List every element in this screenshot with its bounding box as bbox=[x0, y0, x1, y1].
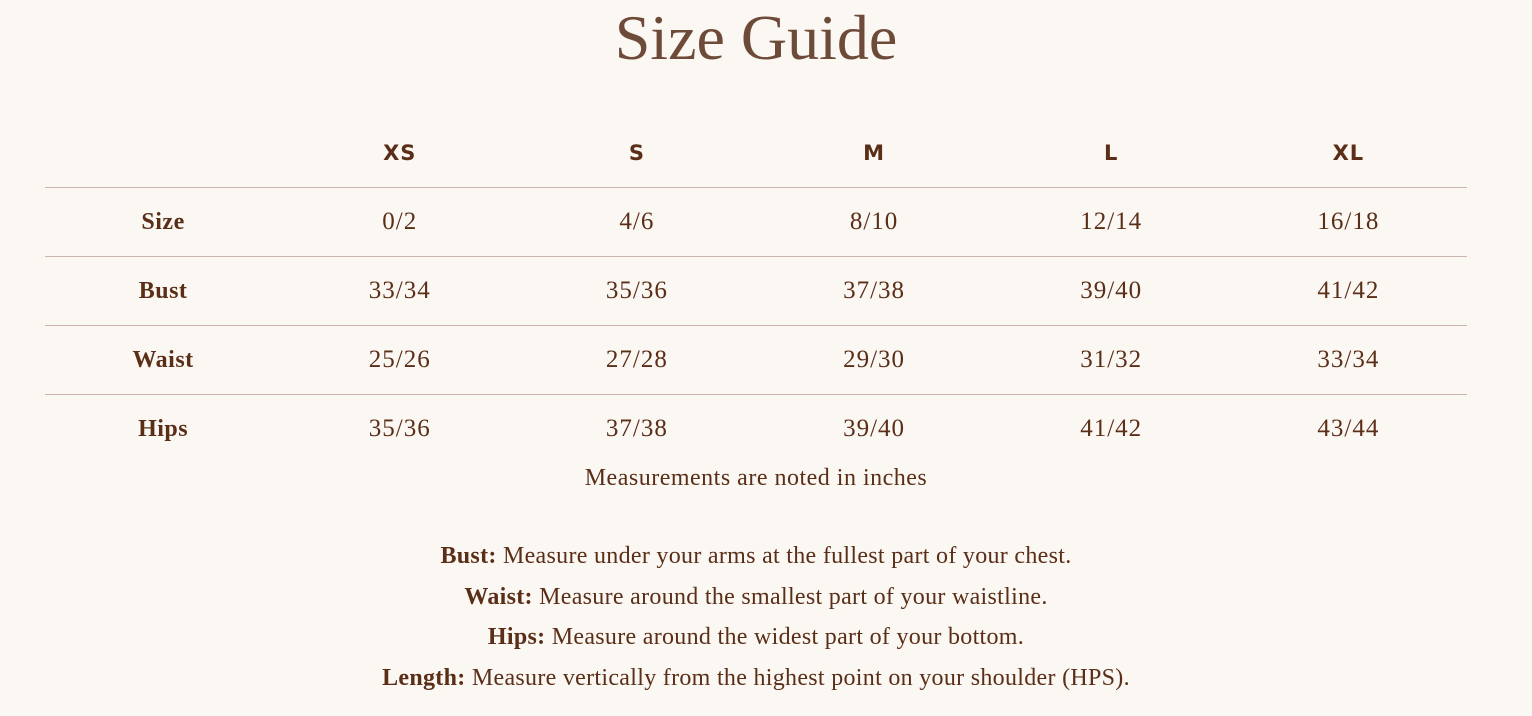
table-cell: 35/36 bbox=[368, 415, 431, 442]
guide-text: Measure around the widest part of your bottom. bbox=[545, 624, 1025, 650]
table-cell: 27/28 bbox=[518, 326, 755, 395]
column-header-xs: XS bbox=[281, 118, 518, 188]
table-cell: 16/18 bbox=[1230, 188, 1467, 257]
column-header-m: M bbox=[755, 118, 992, 188]
guide-term: Hips: bbox=[487, 624, 546, 650]
row-label: Size bbox=[45, 188, 281, 257]
row-label: Bust bbox=[45, 257, 281, 326]
table-cell: 39/40 bbox=[843, 415, 906, 442]
table-row-waist bbox=[45, 326, 1467, 395]
table-cell: 37/38 bbox=[605, 415, 668, 442]
guide-term: Length: bbox=[382, 664, 466, 691]
table-cell: 37/38 bbox=[755, 257, 992, 326]
units-note: Measurements are noted in inches bbox=[584, 465, 928, 491]
table-cell: 29/30 bbox=[755, 326, 992, 395]
page-title: Size Guide bbox=[614, 2, 898, 73]
table-cell: 25/26 bbox=[281, 326, 518, 395]
guide-item-hips bbox=[0, 619, 1512, 660]
table-cell: 35/36 bbox=[518, 257, 755, 326]
table-cell: 4/6 bbox=[518, 188, 755, 257]
column-header-s: S bbox=[518, 118, 755, 188]
table-cell: 33/34 bbox=[1230, 326, 1467, 395]
row-label: Waist bbox=[45, 326, 281, 395]
column-header-l: L bbox=[993, 118, 1230, 188]
row-label: Hips bbox=[138, 415, 189, 442]
measurement-guide bbox=[0, 538, 1512, 700]
guide-term: Bust: bbox=[440, 543, 497, 569]
table-cell: 41/42 bbox=[1080, 415, 1143, 442]
table-cell: 43/44 bbox=[1317, 415, 1380, 442]
guide-text: Measure under your arms at the fullest part of your chest. bbox=[496, 543, 1072, 569]
guide-text: Measure vertically from the highest point on your shoulder (HPS). bbox=[465, 664, 1130, 691]
table-cell: 8/10 bbox=[755, 188, 992, 257]
table-header-row bbox=[45, 118, 1467, 188]
table-cell: 0/2 bbox=[281, 188, 518, 257]
table-row-size bbox=[45, 188, 1467, 257]
guide-item-length bbox=[0, 660, 1512, 701]
guide-item-bust bbox=[0, 538, 1512, 579]
table-cell: 31/32 bbox=[993, 326, 1230, 395]
column-header-xl: XL bbox=[1230, 118, 1467, 188]
size-table bbox=[45, 118, 1467, 463]
table-cell: 39/40 bbox=[993, 257, 1230, 326]
table-row-hips bbox=[45, 395, 1467, 464]
guide-text: Measure around the smallest part of your waistline. bbox=[532, 583, 1048, 610]
table-cell: 41/42 bbox=[1230, 257, 1467, 326]
table-row-bust bbox=[45, 257, 1467, 326]
header-empty-cell bbox=[45, 118, 281, 188]
guide-item-waist bbox=[0, 579, 1512, 620]
table-cell: 33/34 bbox=[281, 257, 518, 326]
guide-term: Waist: bbox=[464, 583, 533, 610]
table-cell: 12/14 bbox=[993, 188, 1230, 257]
